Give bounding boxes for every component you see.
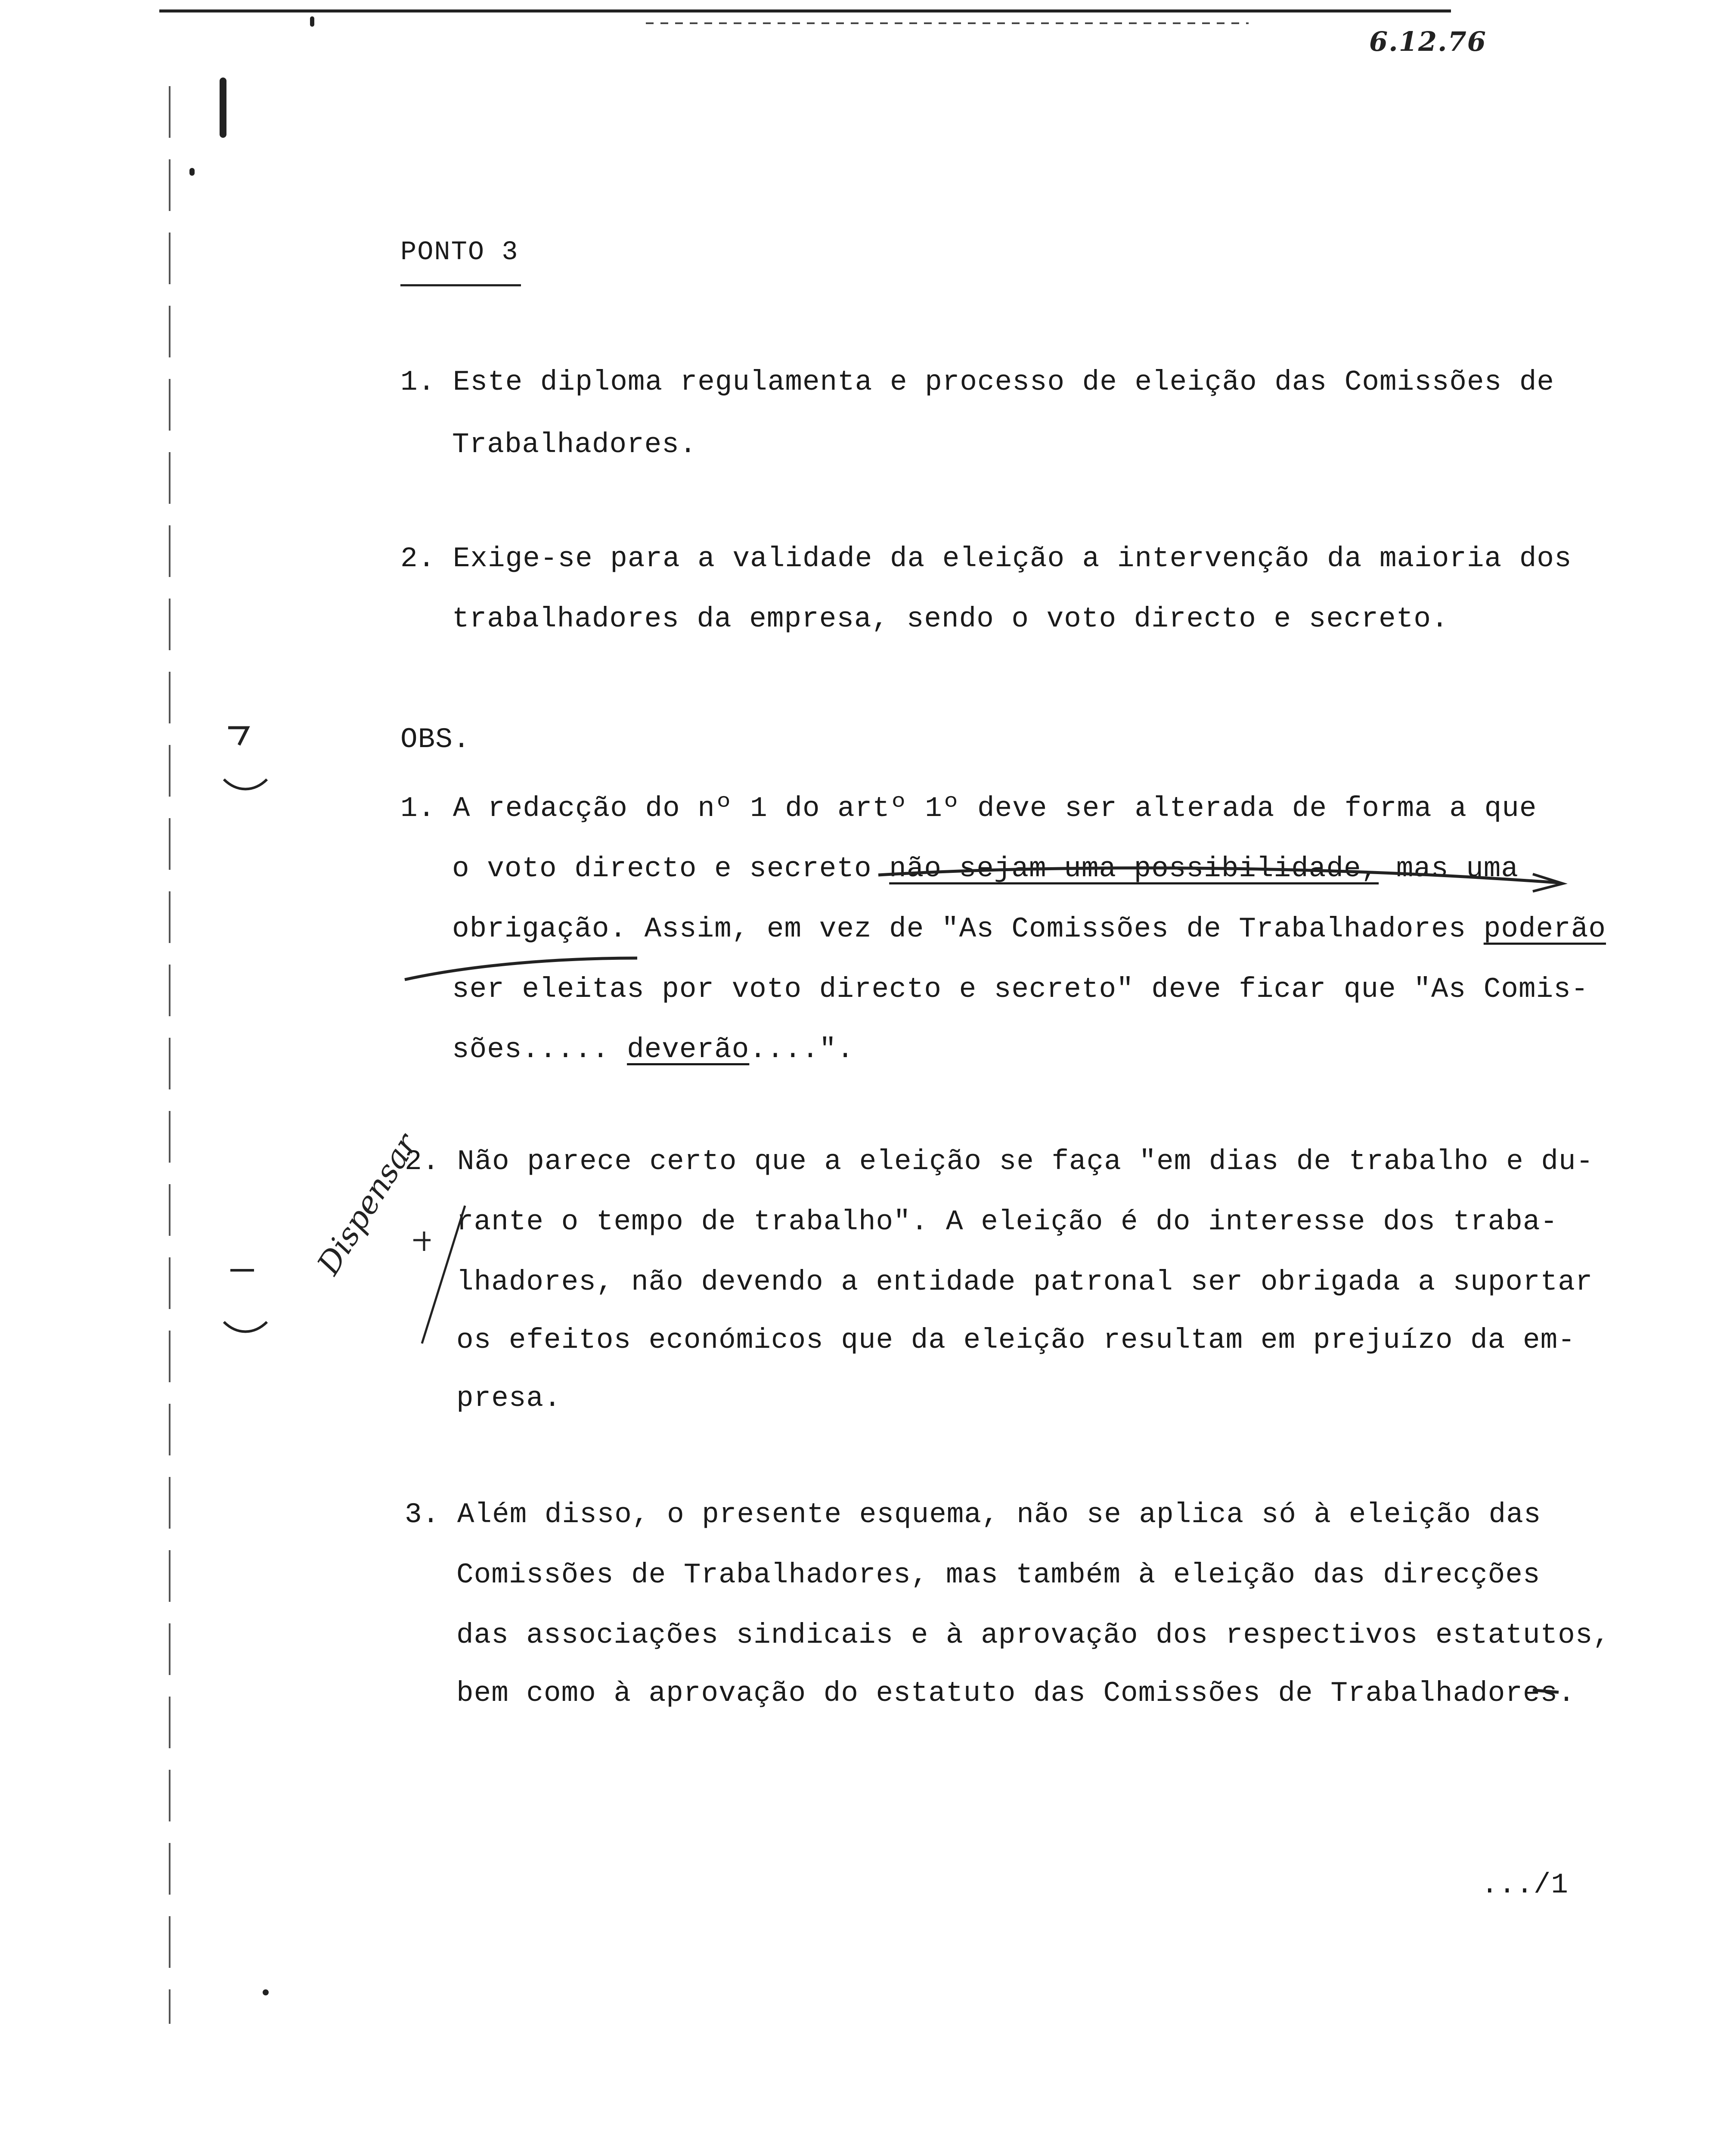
page-continuation: .../1 — [1481, 1869, 1569, 1901]
section1-item2-line2: trabalhadores da empresa, sendo o voto directo e secreto. — [452, 603, 1449, 635]
underlined-phrase: não sejam uma possibilidade, — [889, 853, 1379, 885]
obs-item1-line2-a: o voto directo e secreto — [452, 853, 890, 885]
obs-item3-line3: das associações sindicais e à aprovação dos respectivos estatutos, — [456, 1619, 1611, 1651]
obs-label: OBS. — [400, 723, 471, 756]
underlined-word-poderao: poderão — [1483, 913, 1606, 945]
obs-item3-line2: Comissões de Trabalhadores, mas também à eleição das direcções — [456, 1559, 1541, 1591]
obs-item3-line4: bem como à aprovação do estatuto das Comissões de Trabalhadores. — [456, 1677, 1575, 1709]
obs-item1-line5-c: ....". — [749, 1033, 854, 1066]
obs-item2-line4: os efeitos económicos que da eleição resultam em prejuízo da em- — [456, 1324, 1575, 1356]
obs-item2-line5: presa. — [456, 1382, 561, 1415]
obs-item1-line1: 1. A redacção do nº 1 do artº 1º deve ser alterada de forma a que — [400, 792, 1537, 825]
obs-item2-line2: rante o tempo de trabalho". A eleição é do interesse dos traba- — [456, 1206, 1558, 1238]
obs-item1-line5-a: sões..... — [452, 1033, 627, 1066]
section1-item2-line1: 2. Exige-se para a validade da eleição a intervenção da maioria dos — [400, 543, 1572, 575]
obs-item1-line4: ser eleitas por voto directo e secreto" deve ficar que "As Comis- — [452, 973, 1589, 1005]
underlined-word-deverao: deverão — [627, 1033, 750, 1066]
obs-item2-line3: lhadores, não devendo a entidade patronal ser obrigada a suportar — [456, 1266, 1593, 1298]
section1-item1-line2: Trabalhadores. — [452, 428, 697, 461]
obs-item1-line2-c: mas uma — [1379, 853, 1519, 885]
obs-item1-line3-a: obrigação. Assim, em vez de "As Comissões de Trabalhadores — [452, 913, 1484, 945]
handwritten-margin-note: Dispensar — [310, 1127, 425, 1281]
obs-item3-line1: 3. Além disso, o presente esquema, não se aplica só à eleição das — [405, 1498, 1541, 1531]
obs-item2-line1: 2. Não parece certo que a eleição se faça "em dias de trabalho e du- — [405, 1145, 1594, 1178]
handwritten-date: 6.12.76 — [1369, 26, 1487, 57]
document-heading: PONTO 3 — [400, 237, 519, 267]
section1-item1-line1: 1. Este diploma regulamenta e processo de eleição das Comissões de — [400, 366, 1555, 398]
